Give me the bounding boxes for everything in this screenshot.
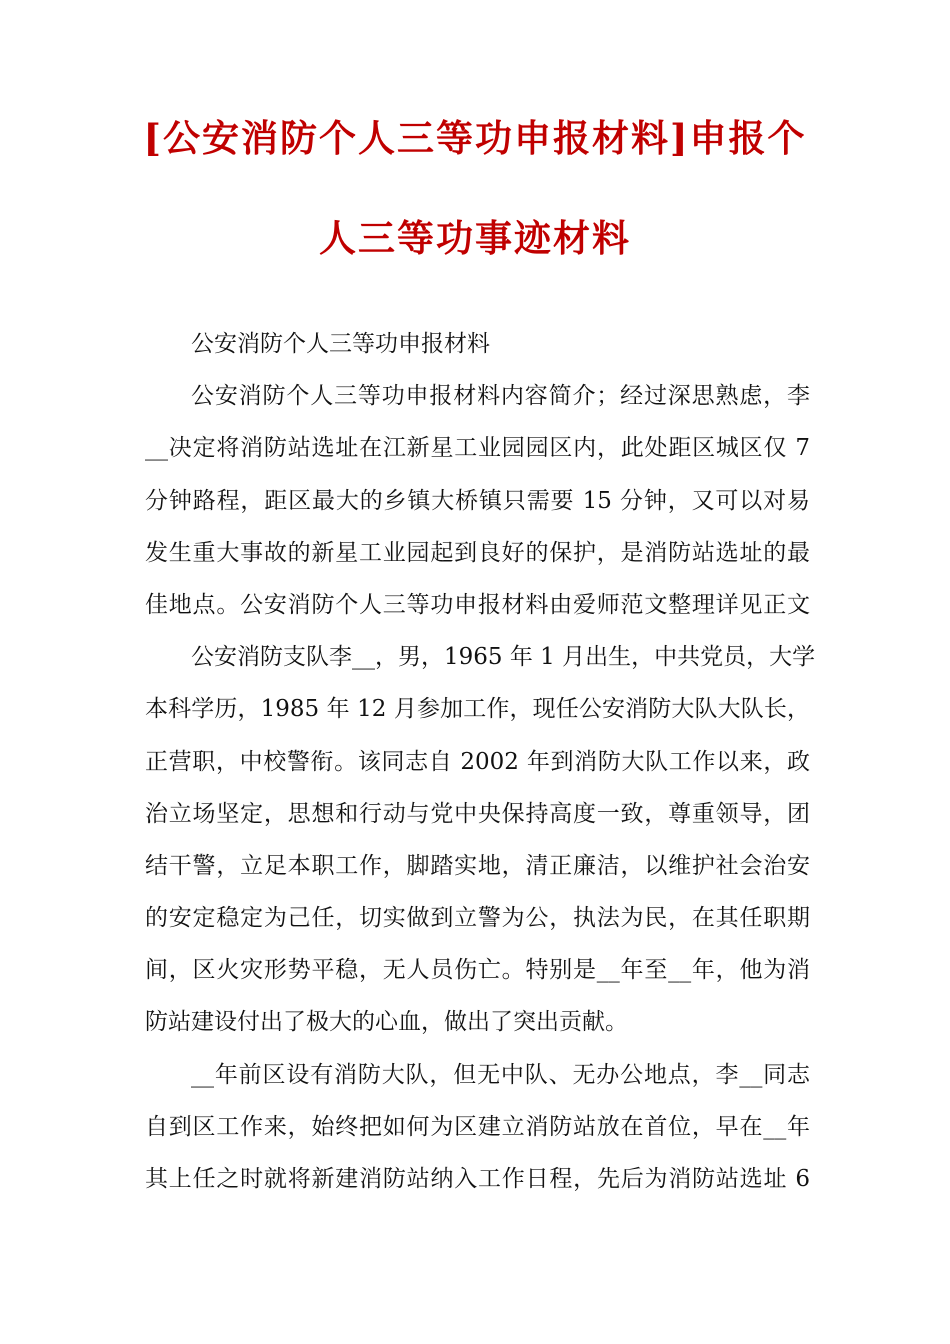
- body-line: 间，区火灾形势平稳，无人员伤亡。特别是__年至__年，他为消: [145, 957, 810, 984]
- document-title-line-2: 人三等功事迹材料: [319, 216, 631, 260]
- body-line: 本科学历，1985 年 12 月参加工作，现任公安消防大队大队长，: [145, 696, 810, 723]
- body-line: 正营职，中校警衔。该同志自 2002 年到消防大队工作以来，政: [145, 748, 810, 775]
- body-line: 的安定稳定为己任，切实做到立警为公，执法为民，在其任职期: [145, 905, 810, 932]
- body-line: 分钟路程，距区最大的乡镇大桥镇只需要 15 分钟，又可以对易: [145, 487, 810, 514]
- body-line: 防站建设付出了极大的心血，做出了突出贡献。: [145, 1009, 628, 1036]
- body-line: 其上任之时就将新建消防站纳入工作日程，先后为消防站选址 6: [145, 1166, 810, 1192]
- document-body: [145, 318, 816, 1205]
- body-line: 结干警，立足本职工作，脚踏实地，清正廉洁，以维护社会治安: [145, 852, 810, 879]
- body-line: 发生重大事故的新星工业园起到良好的保护，是消防站选址的最: [145, 539, 810, 566]
- body-line: 公安消防个人三等功申报材料: [191, 331, 490, 357]
- body-line: 自到区工作来，始终把如何为区建立消防站放在首位，早在__年: [145, 1113, 810, 1140]
- body-line: 公安消防支队李__，男，1965 年 1 月出生，中共党员，大学: [191, 644, 816, 671]
- document-title-line-1: [公安消防个人三等功申报材料]申报个: [143, 116, 807, 160]
- body-line: __年前区设有消防大队，但无中队、无办公地点，李__同志: [191, 1061, 810, 1088]
- body-line: 公安消防个人三等功申报材料内容简介；经过深思熟虑，李: [191, 383, 810, 410]
- body-line: 佳地点。公安消防个人三等功申报材料由爱师范文整理详见正文: [145, 591, 810, 618]
- body-line: 治立场坚定，思想和行动与党中央保持高度一致，尊重领导，团: [145, 800, 810, 827]
- body-line: __决定将消防站选址在江新星工业园园区内，此处距区城区仅 7: [145, 435, 810, 462]
